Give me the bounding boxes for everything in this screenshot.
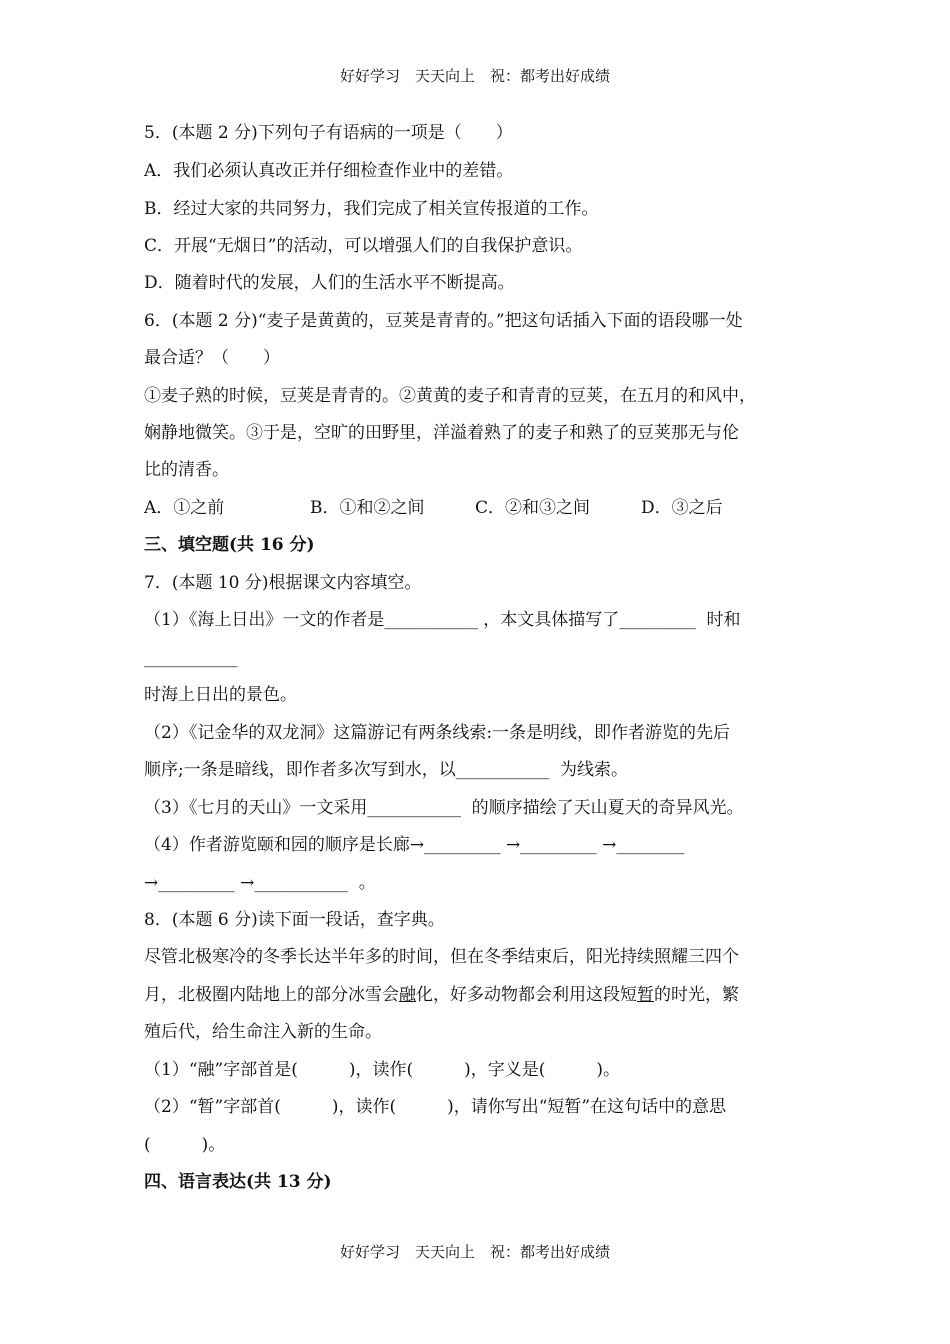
underlined-char-rong: 融 (399, 985, 416, 1005)
question-8-part-1: （1）“融”字部首是( )，读作( )，字义是( )。 (144, 1060, 620, 1080)
question-8-part-2-cont: ( )。 (144, 1135, 226, 1155)
question-8-passage-end: 殖后代，给生命注入新的生命。 (144, 1022, 382, 1042)
question-8-stem: 8．(本题 6 分)读下面一段话，查字典。 (144, 910, 445, 930)
question-6-option-a: A．①之前 (144, 498, 225, 518)
question-7-part-3: （3）《七月的天山》一文采用___________ 的顺序描绘了天山夏天的奇异风光。 (144, 798, 744, 818)
question-7-part-4: （4）作者游览颐和园的顺序是长廊→_________ →_________ →________ (144, 835, 685, 855)
question-7-part-2: （2）《记金华的双龙洞》这篇游记有两条线索:一条是明线，即作者游览的先后 (144, 723, 731, 743)
question-6-option-c: C．②和③之间 (475, 498, 591, 518)
question-8-passage-cont (144, 983, 824, 1007)
question-5-stem: 5．(本题 2 分)下列句子有语病的一项是（ ） (144, 123, 513, 143)
question-6-option-b: B．①和②之间 (310, 498, 425, 518)
section-3-heading: 三、填空题(共 16 分) (144, 535, 315, 555)
underlined-char-zan: 暂 (637, 985, 654, 1005)
question-7-part-1: （1）《海上日出》一文的作者是___________ ，本文具体描写了_________ 时和 (144, 610, 741, 630)
passage-text: 月，北极圈内陆地上的部分冰雪会 (144, 985, 399, 1005)
question-6-stem-cont: 最合适？（ ） (144, 348, 280, 368)
section-4-heading: 四、语言表达(共 13 分) (144, 1172, 332, 1192)
question-8-part-2: （2）“暂”字部首( )，读作( )，请你写出“短暂”在这句话中的意思 (144, 1097, 727, 1117)
question-6-option-d: D．③之后 (641, 498, 723, 518)
question-6-stem: 6．(本题 2 分)“麦子是黄黄的，豆荚是青青的。”把这句话插入下面的语段哪一处 (144, 311, 743, 331)
question-6-passage-cont: 娴静地微笑。③于是，空旷的田野里，洋溢着熟了的麦子和熟了的豆荚那无与伦 (144, 423, 739, 443)
passage-text: 化，好多动物都会利用这段短 (416, 985, 637, 1005)
question-5-option-d: D．随着时代的发展，人们的生活水平不断提高。 (144, 273, 515, 293)
question-7-part-4-cont: →_________ →___________ 。 (144, 873, 376, 893)
question-7-part-1-blank: ___________ (144, 648, 238, 668)
question-5-option-c: C．开展“无烟日”的活动，可以增强人们的自我保护意识。 (144, 236, 583, 256)
question-7-part-1-end: 时海上日出的景色。 (144, 685, 297, 705)
question-7-part-2-cont: 顺序;一条是暗线，即作者多次写到水，以___________ 为线索。 (144, 760, 629, 780)
page-header: 好好学习 天天向上 祝：都考出好成绩 (339, 67, 610, 85)
question-5-option-a: A．我们必须认真改正并仔细检查作业中的差错。 (144, 161, 514, 181)
page-footer: 好好学习 天天向上 祝：都考出好成绩 (339, 1243, 610, 1261)
question-5-option-b: B．经过大家的共同努力，我们完成了相关宣传报道的工作。 (144, 199, 599, 219)
question-6-passage: ①麦子熟的时候，豆荚是青青的。②黄黄的麦子和青青的豆荚，在五月的和风中， (144, 386, 756, 406)
question-7-stem: 7．(本题 10 分)根据课文内容填空。 (144, 573, 422, 593)
question-6-passage-end: 比的清香。 (144, 460, 229, 480)
passage-text: 的时光，繁 (654, 985, 739, 1005)
question-8-passage: 尽管北极寒冷的冬季长达半年多的时间，但在冬季结束后，阳光持续照耀三四个 (144, 947, 739, 967)
